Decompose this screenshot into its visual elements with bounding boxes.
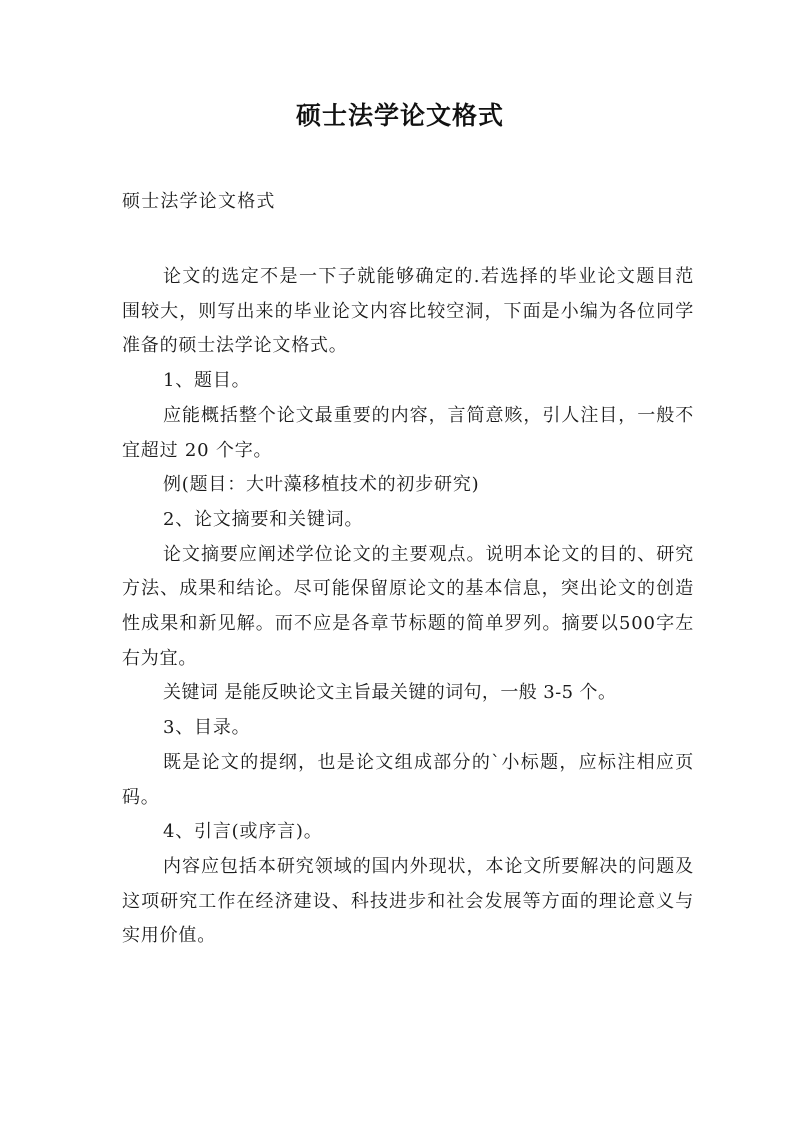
paragraph-contents-guidance: 既是论文的提纲，也是论文组成部分的`小标题，应标注相应页码。 xyxy=(122,751,694,808)
heading-contents-section: 3、目录。 xyxy=(163,717,251,739)
heading-title-section: 1、题目。 xyxy=(163,370,251,392)
document-body xyxy=(122,260,694,954)
paragraph-keywords-guidance: 关键词 是能反映论文主旨最关键的词句，一般 3-5 个。 xyxy=(163,682,617,704)
paragraph-abstract-guidance: 论文摘要应阐述学位论文的主要观点。说明本论文的目的、研究方法、成果和结论。尽可能保留原论文的基本信息，突出论文的创造性成果和新见解。而不应是各章节标题的简单罗列。摘要以500字左右为宜。 xyxy=(122,543,694,669)
document-subtitle: 硕士法学论文格式 xyxy=(122,191,276,212)
paragraph-title-guidance: 应能概括整个论文最重要的内容，言简意赅，引人注目，一般不宜超过 20 个字。 xyxy=(122,404,694,461)
heading-abstract-section: 2、论文摘要和关键词。 xyxy=(163,508,364,530)
document-title: 硕士法学论文格式 xyxy=(295,101,504,130)
paragraph-intro: 论文的选定不是一下子就能够确定的.若选择的毕业论文题目范围较大，则写出来的毕业论文内容比较空洞，下面是小编为各位同学准备的硕士法学论文格式。 xyxy=(122,266,694,357)
paragraph-introduction-guidance: 内容应包括本研究领域的国内外现状，本论文所要解决的问题及这项研究工作在经济建设、科技进步和社会发展等方面的理论意义与实用价值。 xyxy=(122,855,694,947)
heading-introduction-section: 4、引言(或序言)。 xyxy=(163,821,323,843)
paragraph-title-example: 例(题目：大叶藻移植技术的初步研究) xyxy=(163,474,480,496)
